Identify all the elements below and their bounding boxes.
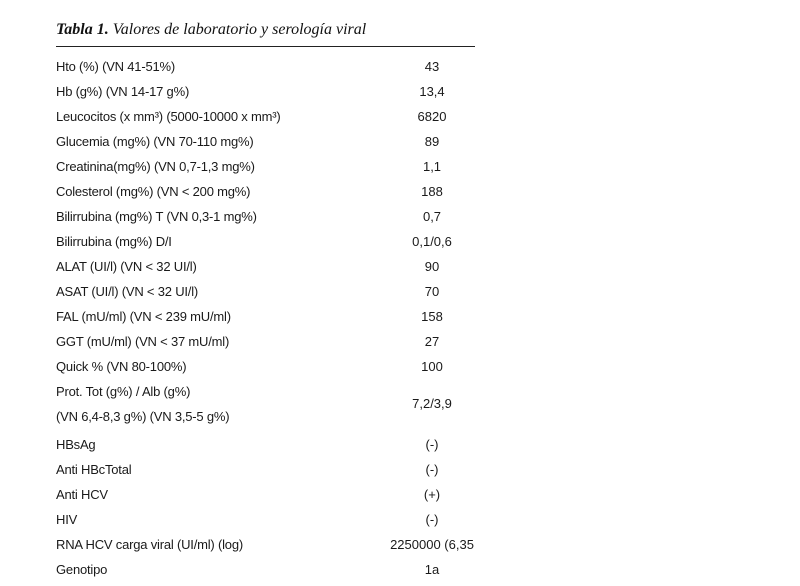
table-row xyxy=(0,381,800,431)
table-row xyxy=(0,81,800,103)
row-label: HBsAg xyxy=(56,437,96,452)
row-value: 2250000 (6,35 xyxy=(390,537,474,552)
table-row xyxy=(0,56,800,78)
table-caption-text: Valores de laboratorio y serología viral xyxy=(112,21,367,38)
row-label: Hto (%) (VN 41-51%) xyxy=(56,59,176,74)
row-value: 0,1/0,6 xyxy=(412,234,452,249)
row-label: RNA HCV carga viral (UI/ml) (log) xyxy=(56,537,243,552)
row-value: 1a xyxy=(424,562,440,577)
row-value: 27 xyxy=(424,334,440,349)
table-caption-number: Tabla 1. xyxy=(56,21,109,38)
row-value: (-) xyxy=(425,437,439,452)
table-row xyxy=(0,534,800,556)
table-row xyxy=(0,181,800,203)
table-row xyxy=(0,356,800,378)
row-label: ALAT (UI/l) (VN < 32 UI/l) xyxy=(56,259,197,274)
table-row xyxy=(0,256,800,278)
table-row xyxy=(0,459,800,481)
row-value: 0,7 xyxy=(422,209,442,224)
caption-rule xyxy=(56,46,475,47)
table-caption xyxy=(56,21,366,39)
table-row xyxy=(0,484,800,506)
table-row xyxy=(0,434,800,456)
row-label: Genotipo xyxy=(56,562,108,577)
row-label: Creatinina(mg%) (VN 0,7-1,3 mg%) xyxy=(56,159,255,174)
row-label: Hb (g%) (VN 14-17 g%) xyxy=(56,84,190,99)
row-value: 90 xyxy=(424,259,440,274)
row-label: Prot. Tot (g%) / Alb (g%) xyxy=(56,384,191,399)
row-label: Quick % (VN 80-100%) xyxy=(56,359,187,374)
row-value: (-) xyxy=(425,462,439,477)
row-value: 7,2/3,9 xyxy=(412,396,452,411)
row-label: Bilirrubina (mg%) T (VN 0,3-1 mg%) xyxy=(56,209,257,224)
table-row xyxy=(0,281,800,303)
table-row xyxy=(0,106,800,128)
row-value: 6820 xyxy=(417,109,447,124)
table-row xyxy=(0,131,800,153)
row-value: 43 xyxy=(424,59,440,74)
row-value: 70 xyxy=(424,284,440,299)
row-label: Bilirrubina (mg%) D/I xyxy=(56,234,172,249)
table-row xyxy=(0,331,800,353)
row-value: 158 xyxy=(421,309,443,324)
row-value: 1,1 xyxy=(422,159,442,174)
row-label: Anti HBcTotal xyxy=(56,462,132,477)
row-label: ASAT (UI/l) (VN < 32 UI/l) xyxy=(56,284,199,299)
table-row xyxy=(0,206,800,228)
table-row xyxy=(0,559,800,581)
row-label: Anti HCV xyxy=(56,487,108,502)
row-value: (-) xyxy=(425,512,439,527)
table-row xyxy=(0,306,800,328)
table-row xyxy=(0,156,800,178)
table-row xyxy=(0,509,800,531)
row-label: HIV xyxy=(56,512,78,527)
row-value: 13,4 xyxy=(419,84,445,99)
row-label-line2: (VN 6,4-8,3 g%) (VN 3,5-5 g%) xyxy=(56,409,230,424)
row-label: Leucocitos (x mm³) (5000-10000 x mm³) xyxy=(56,109,281,124)
row-value: 100 xyxy=(421,359,443,374)
row-value: 89 xyxy=(424,134,440,149)
row-label: Glucemia (mg%) (VN 70-110 mg%) xyxy=(56,134,254,149)
row-label: Colesterol (mg%) (VN < 200 mg%) xyxy=(56,184,251,199)
table-row xyxy=(0,231,800,253)
row-value: 188 xyxy=(421,184,443,199)
row-label: FAL (mU/ml) (VN < 239 mU/ml) xyxy=(56,309,231,324)
row-label: GGT (mU/ml) (VN < 37 mU/ml) xyxy=(56,334,230,349)
row-value: (+) xyxy=(423,487,441,502)
